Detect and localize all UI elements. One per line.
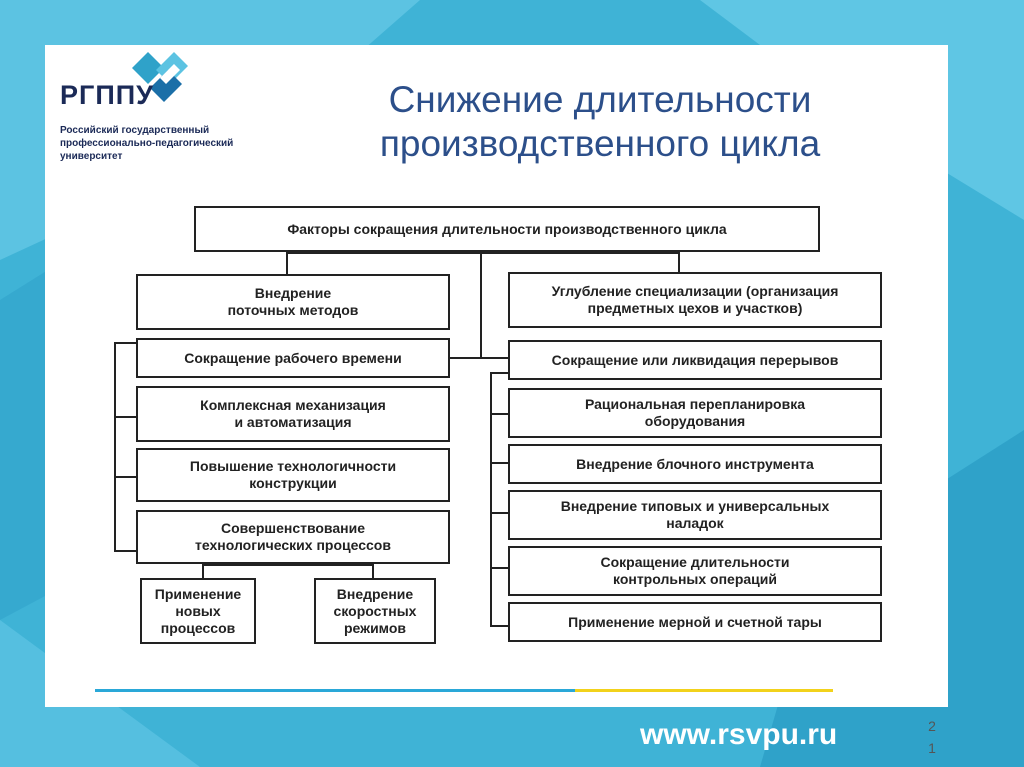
- box-line: Внедрение: [336, 585, 414, 602]
- logo-org-line: университет: [60, 151, 123, 162]
- sub-box-speed-modes: [314, 578, 436, 644]
- connector: [202, 564, 374, 566]
- logo-org-line: Российский государственный: [60, 125, 210, 136]
- box-line: Сокращение рабочего времени: [184, 349, 402, 366]
- connector: [286, 252, 482, 254]
- right-box-4: [508, 444, 882, 484]
- title-line: Снижение длительности: [388, 79, 812, 120]
- box-line: скоростных: [333, 602, 417, 619]
- root-box: [194, 206, 820, 252]
- title-line: производственного цикла: [379, 123, 821, 164]
- connector: [450, 357, 512, 359]
- right-box-3: [508, 388, 882, 438]
- left-box-3: [136, 386, 450, 442]
- logo-org-line: профессионально-педагогический: [60, 138, 234, 149]
- logo-brand: РГППУ: [60, 80, 154, 110]
- page-number: [926, 715, 938, 759]
- connector: [114, 416, 136, 418]
- page-digit: 1: [928, 740, 936, 756]
- box-line: наладок: [666, 515, 724, 531]
- right-box-7: [508, 602, 882, 642]
- factors-diagram: [120, 200, 900, 655]
- connector: [114, 476, 136, 478]
- box-line: Внедрение типовых и универсальных: [560, 498, 830, 514]
- right-box-2: [508, 340, 882, 380]
- box-line: Комплексная механизация: [200, 397, 386, 413]
- box-line: Повышение технологичности: [189, 458, 397, 474]
- connector: [678, 252, 680, 272]
- connector: [114, 550, 136, 552]
- logo-org-name: [60, 124, 270, 163]
- connector: [372, 564, 374, 578]
- connector: [490, 462, 508, 464]
- connector: [202, 564, 204, 578]
- left-box-5: [136, 510, 450, 564]
- connector: [480, 252, 680, 254]
- right-box-5: [508, 490, 882, 540]
- connector: [480, 252, 482, 357]
- box-line: Применение: [154, 585, 242, 602]
- right-box-1: [508, 272, 882, 328]
- box-line: Применение мерной и счетной тары: [568, 613, 822, 630]
- box-line: технологических процессов: [195, 537, 391, 553]
- box-line: Рациональная перепланировка: [584, 396, 806, 412]
- box-line: режимов: [343, 619, 406, 636]
- footer-rule-blue: [95, 689, 575, 692]
- connector: [490, 512, 508, 514]
- box-line: и автоматизация: [234, 414, 352, 430]
- connector: [490, 567, 508, 569]
- website-link[interactable]: www.rsvpu.ru: [640, 718, 838, 751]
- box-line: предметных цехов и участков): [587, 300, 803, 316]
- box-line: поточных методов: [227, 302, 359, 318]
- connector: [490, 625, 508, 627]
- box-line: Внедрение блочного инструмента: [576, 455, 814, 472]
- box-line: Сокращение или ликвидация перерывов: [551, 351, 839, 368]
- box-line: конструкции: [249, 475, 337, 491]
- connector: [286, 252, 288, 274]
- root-label: Факторы сокращения длительности производственного цикла: [287, 220, 727, 237]
- left-box-2: [136, 338, 450, 378]
- connector: [490, 372, 508, 374]
- box-line: новых: [175, 602, 221, 619]
- slide-title: [300, 78, 900, 166]
- left-box-4: [136, 448, 450, 502]
- box-line: оборудования: [644, 413, 746, 429]
- right-box-6: [508, 546, 882, 596]
- sub-box-new-processes: [140, 578, 256, 644]
- box-line: Сокращение длительности: [600, 554, 790, 570]
- connector: [114, 342, 116, 552]
- connector: [490, 413, 508, 415]
- box-line: контрольных операций: [613, 571, 777, 587]
- connector: [490, 372, 492, 627]
- box-line: процессов: [160, 619, 236, 636]
- footer-rule-yellow: [575, 689, 833, 692]
- page-digit: 2: [928, 718, 936, 734]
- box-line: Внедрение: [254, 285, 332, 301]
- box-line: Углубление специализации (организация: [551, 283, 839, 299]
- left-box-1: [136, 274, 450, 330]
- box-line: Совершенствование: [220, 520, 365, 536]
- connector: [114, 342, 136, 344]
